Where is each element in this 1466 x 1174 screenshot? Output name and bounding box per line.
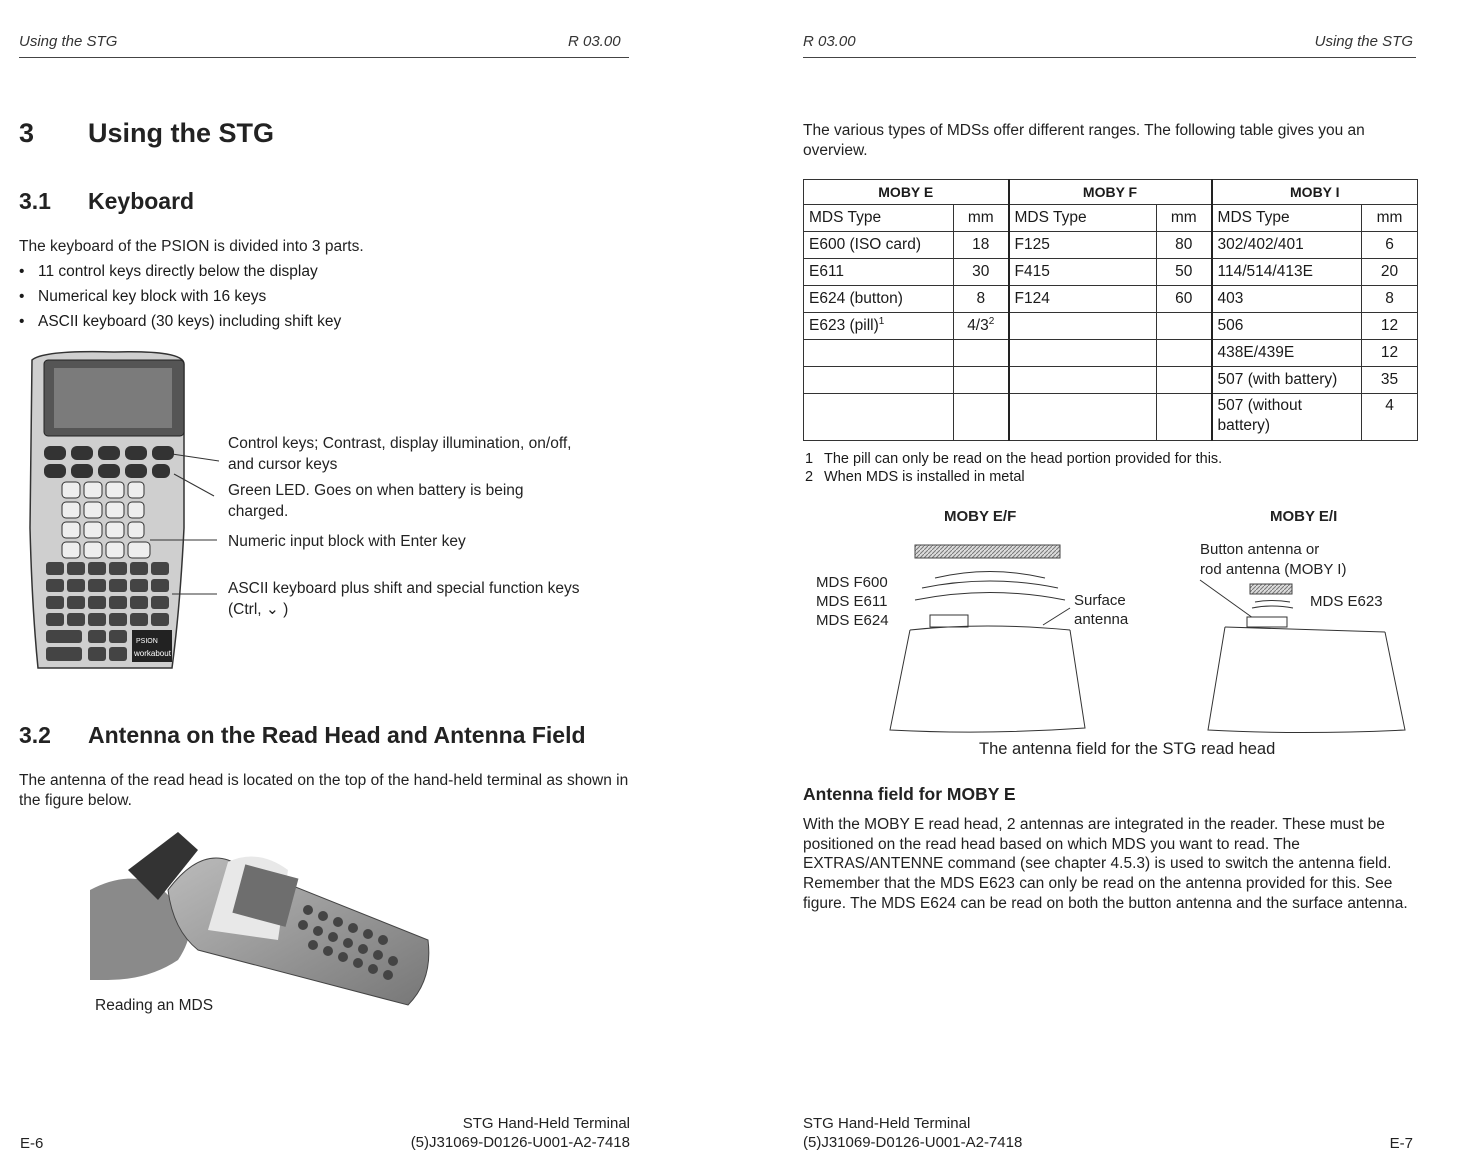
table-cell bbox=[1009, 340, 1157, 367]
reading-mds-photo bbox=[88, 830, 438, 1010]
diagram-title-moby-ei: MOBY E/I bbox=[1270, 508, 1338, 525]
table-cell: 20 bbox=[1362, 259, 1418, 286]
table-row bbox=[804, 313, 1418, 340]
table-cell: E611 bbox=[804, 259, 954, 286]
callout-numeric-block: Numeric input block with Enter key bbox=[228, 533, 466, 550]
list-item: • ASCII keyboard (30 keys) including shift key bbox=[19, 312, 619, 337]
table-cell bbox=[1009, 313, 1157, 340]
table-cell: F125 bbox=[1009, 232, 1157, 259]
table-cell bbox=[804, 313, 954, 340]
table-cell bbox=[1157, 367, 1212, 394]
table-cell bbox=[804, 340, 954, 367]
table-cell: 4 bbox=[1362, 394, 1418, 441]
column-header: MDS Type bbox=[1009, 205, 1157, 232]
table-cell: 12 bbox=[1362, 313, 1418, 340]
table-group-header-row bbox=[804, 180, 1418, 205]
left-page-number: E-6 bbox=[20, 1135, 44, 1152]
table-cell bbox=[1009, 367, 1157, 394]
callout-control-keys: Control keys; Contrast, display illumination, on/off, and cursor keys bbox=[228, 435, 572, 473]
table-cell bbox=[1157, 394, 1212, 441]
table-cell bbox=[954, 367, 1009, 394]
list-item: • Numerical key block with 16 keys bbox=[19, 287, 619, 312]
table-row bbox=[804, 367, 1418, 394]
footnote-ref-2: 2 bbox=[988, 316, 995, 328]
callout-ascii-keyboard: ASCII keyboard plus shift and special function keys (Ctrl, ⌄ ) bbox=[228, 580, 580, 618]
table-column-header-row bbox=[804, 205, 1418, 232]
table-cell: 18 bbox=[954, 232, 1009, 259]
table-cell: 114/514/413E bbox=[1212, 259, 1362, 286]
moby-e-paragraph: With the MOBY E read head, 2 antennas are integrated in the reader. These must be positioned on the read head based on which MDS you want to read. The EXTRAS/ANTENNE command (see chapter 4.5.3) is used to switch the antenna field. Remember that the MDS E623 can only be read on the antenna provided for this. See figure. The MDS E624 can be read on both the button antenna and the surface antenna. bbox=[803, 816, 1408, 912]
table-cell bbox=[1157, 313, 1212, 340]
right-footer-docnumber: (5)J31069-D0126-U001-A2-7418 bbox=[803, 1134, 1023, 1151]
right-page-number: E-7 bbox=[1389, 1135, 1413, 1152]
table-cell: 507 (with battery) bbox=[1212, 367, 1362, 394]
table-cell: 8 bbox=[1362, 286, 1418, 313]
cell-text: E623 (pill) bbox=[809, 317, 879, 335]
table-cell: F124 bbox=[1009, 286, 1157, 313]
keyboard-intro: The keyboard of the PSION is divided into 3 parts. bbox=[19, 238, 364, 255]
chapter-title: Using the STG bbox=[88, 118, 275, 148]
callout-green-led: Green LED. Goes on when battery is being charged. bbox=[228, 482, 524, 520]
table-cell bbox=[954, 394, 1009, 441]
section-3-2-title: Antenna on the Read Head and Antenna Field bbox=[88, 722, 586, 748]
label-line: rod antenna (MOBY I) bbox=[1200, 561, 1347, 578]
mds-label: MDS E611 bbox=[816, 593, 888, 610]
table-cell bbox=[804, 367, 954, 394]
left-running-header: Using the STG bbox=[19, 33, 118, 50]
table-cell bbox=[804, 394, 954, 441]
table-cell bbox=[1157, 340, 1212, 367]
table-cell: 50 bbox=[1157, 259, 1212, 286]
mds-labels-left bbox=[816, 573, 889, 630]
diagram-caption: The antenna field for the STG read head bbox=[979, 740, 1276, 758]
table-cell: 507 (without battery) bbox=[1212, 394, 1362, 441]
device-brand-text: PSION bbox=[136, 638, 158, 645]
mds-ranges-table bbox=[803, 179, 1418, 441]
table-cell: 506 bbox=[1212, 313, 1362, 340]
table-cell: 60 bbox=[1157, 286, 1212, 313]
label-line: Button antenna or bbox=[1200, 541, 1320, 558]
cell-text: 4/3 bbox=[967, 317, 989, 335]
column-header: mm bbox=[1157, 205, 1212, 232]
section-3-2-number: 3.2 bbox=[19, 722, 51, 748]
column-header: MDS Type bbox=[804, 205, 954, 232]
table-row bbox=[804, 259, 1418, 286]
photo-caption: Reading an MDS bbox=[95, 997, 214, 1014]
antenna-location-text: The antenna of the read head is located on the top of the hand-held terminal as shown in the figure below. bbox=[19, 772, 629, 809]
footnote-number: 2 bbox=[805, 469, 814, 485]
button-antenna-label bbox=[1200, 540, 1346, 580]
column-header: mm bbox=[954, 205, 1009, 232]
table-cell bbox=[954, 313, 1009, 340]
table-cell: 8 bbox=[954, 286, 1009, 313]
column-header: mm bbox=[1362, 205, 1418, 232]
table-cell: 30 bbox=[954, 259, 1009, 286]
table-header-moby-i: MOBY I bbox=[1212, 180, 1418, 205]
table-row bbox=[804, 340, 1418, 367]
device-model-text: workabout bbox=[134, 649, 171, 658]
table-cell: 302/402/401 bbox=[1212, 232, 1362, 259]
left-header-rule bbox=[19, 57, 629, 58]
table-header-moby-e: MOBY E bbox=[804, 180, 1009, 205]
diagram-title-moby-ef: MOBY E/F bbox=[944, 508, 1017, 525]
left-footer-product: STG Hand-Held Terminal bbox=[462, 1115, 630, 1132]
table-cell: E624 (button) bbox=[804, 286, 954, 313]
label-line: Surface bbox=[1074, 592, 1126, 609]
table-cell: 12 bbox=[1362, 340, 1418, 367]
table-cell: 35 bbox=[1362, 367, 1418, 394]
chapter-number: 3 bbox=[19, 118, 35, 148]
footnote-2 bbox=[805, 468, 1222, 486]
table-cell: 80 bbox=[1157, 232, 1212, 259]
ranges-intro: The various types of MDSs offer different ranges. The following table gives you an overview. bbox=[803, 122, 1365, 159]
table-cell: 6 bbox=[1362, 232, 1418, 259]
section-3-1-number: 3.1 bbox=[19, 188, 51, 214]
footnote-text: The pill can only be read on the head portion provided for this. bbox=[824, 451, 1223, 467]
table-cell: F415 bbox=[1009, 259, 1157, 286]
label-line: antenna bbox=[1074, 611, 1129, 628]
table-header-moby-f: MOBY F bbox=[1009, 180, 1212, 205]
table-row bbox=[804, 286, 1418, 313]
footnotes bbox=[805, 450, 1222, 486]
footnote-text: When MDS is installed in metal bbox=[824, 469, 1025, 485]
left-footer-docnumber: (5)J31069-D0126-U001-A2-7418 bbox=[410, 1134, 630, 1151]
surface-antenna-label bbox=[1074, 591, 1128, 629]
mds-e623-label: MDS E623 bbox=[1310, 593, 1383, 610]
table-cell: 403 bbox=[1212, 286, 1362, 313]
section-3-1-title: Keyboard bbox=[88, 188, 195, 214]
mds-label: MDS F600 bbox=[816, 574, 888, 591]
table-row bbox=[804, 232, 1418, 259]
mds-label: MDS E624 bbox=[816, 612, 889, 629]
table-row bbox=[804, 394, 1418, 441]
table-cell bbox=[1009, 394, 1157, 441]
left-revision: R 03.00 bbox=[568, 33, 621, 50]
list-item: • 11 control keys directly below the display bbox=[19, 262, 619, 287]
right-revision: R 03.00 bbox=[803, 33, 856, 50]
moby-e-subheading: Antenna field for MOBY E bbox=[803, 784, 1016, 804]
table-cell: 438E/439E bbox=[1212, 340, 1362, 367]
right-running-header: Using the STG bbox=[1314, 33, 1413, 50]
keyboard-parts-list bbox=[19, 262, 619, 337]
column-header: MDS Type bbox=[1212, 205, 1362, 232]
footnote-number: 1 bbox=[805, 451, 814, 467]
right-footer-product: STG Hand-Held Terminal bbox=[803, 1115, 971, 1132]
table-cell: E600 (ISO card) bbox=[804, 232, 954, 259]
table-cell bbox=[954, 340, 1009, 367]
right-header-rule bbox=[803, 57, 1416, 58]
footnote-ref-1: 1 bbox=[878, 316, 885, 328]
footnote-1 bbox=[805, 450, 1222, 468]
